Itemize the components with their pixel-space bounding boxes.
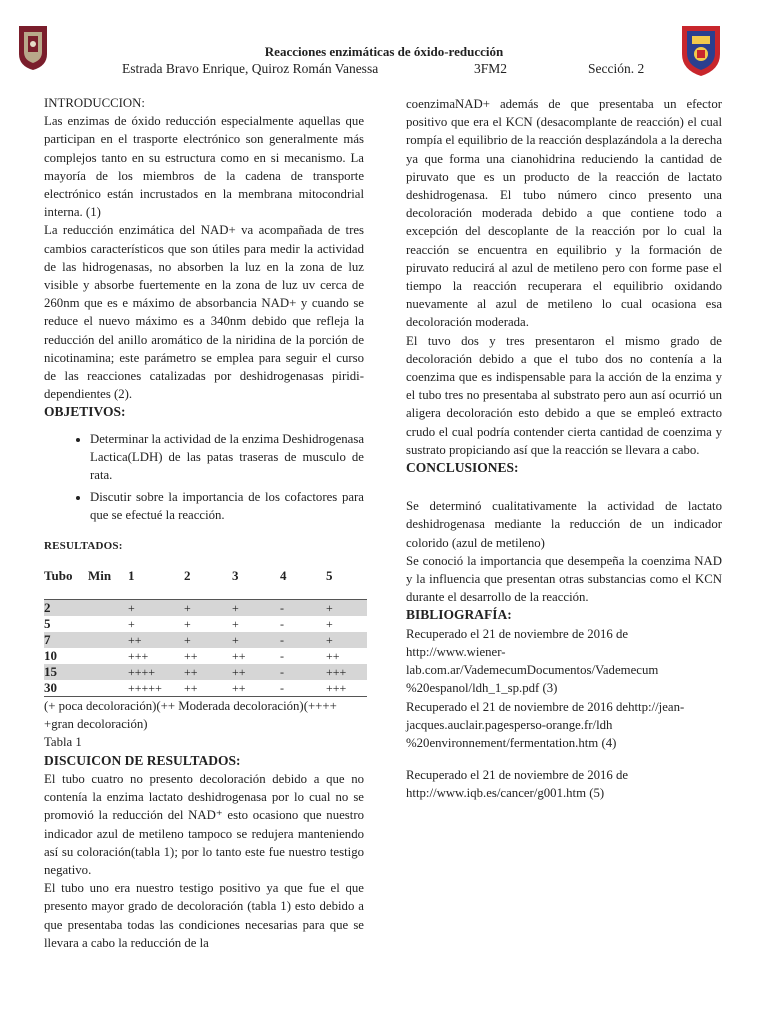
- table-header-cell: 1: [128, 564, 184, 600]
- table-cell: +: [232, 617, 239, 632]
- authors: Estrada Bravo Enrique, Quiroz Román Vanessa: [122, 61, 379, 76]
- table-header-cell: Min: [88, 564, 128, 600]
- objective-item: • Determinar la actividad de la enzima Deshidrogenasa Lactica(LDH) de las patas traseras de musculo de rata.: [90, 430, 364, 485]
- table-cell: ++: [128, 632, 184, 648]
- table-cell: ++++: [128, 664, 184, 680]
- reference-item: Recuperado el 21 de noviembre de 2016 de http://www.iqb.es/cancer/g001.htm (5): [406, 768, 629, 801]
- table-cell: [88, 632, 128, 648]
- table-cell: ++: [232, 649, 246, 664]
- table-cell: [88, 600, 128, 617]
- table-cell: +++: [326, 664, 367, 680]
- table-cell: -: [280, 617, 284, 632]
- conclusion-paragraph-2: Se conoció la importancia que desempeña la coenzima NAD y la influencia que presentan otras substancias como el KCN durante el desarrollo de la reacción.: [406, 553, 722, 605]
- table-cell: +: [184, 632, 232, 648]
- conclusion-paragraph-1: Se determinó cualitativamente la actividad de lactato deshidrogenasa mediante la reducción de un indicador colorido (azul de metileno): [406, 499, 722, 550]
- table-cell: +++: [326, 681, 347, 696]
- objective-item: • Discutir sobre la importancia de los cofactores para que se efectué la reacción.: [90, 488, 364, 524]
- table-row: [44, 648, 367, 664]
- table-caption: Tabla 1: [44, 735, 82, 750]
- table-cell: +: [184, 617, 191, 632]
- table-cell: [88, 648, 128, 664]
- table-cell: -: [280, 600, 326, 617]
- table-cell: ++: [184, 649, 198, 664]
- table-cell: +++: [128, 649, 149, 664]
- table-header-cell: 5: [326, 564, 367, 600]
- table-cell: 5: [44, 616, 51, 632]
- table-cell: -: [280, 632, 326, 648]
- table-header-cell: Tubo: [44, 564, 88, 600]
- table-row: [44, 616, 367, 632]
- table-row: [44, 600, 367, 617]
- table-cell: 15: [44, 664, 88, 680]
- right-column: [406, 95, 722, 803]
- table-header-row: [44, 564, 367, 600]
- discussion-heading: DISCUICON DE RESULTADOS:: [44, 752, 241, 768]
- table-cell: ++: [184, 681, 198, 696]
- table-row: [44, 632, 367, 648]
- table-cell: [88, 680, 128, 696]
- table-header-cell: 4: [280, 564, 326, 600]
- results-heading: RESULTADOS:: [44, 539, 123, 552]
- table-cell: ++: [232, 664, 280, 680]
- results-table: [44, 564, 367, 696]
- table-cell: 7: [44, 632, 88, 648]
- table-cell: +: [232, 632, 280, 648]
- table-cell: 30: [44, 680, 57, 696]
- objectives-list: [44, 430, 364, 525]
- table-cell: +: [128, 600, 184, 617]
- table-cell: -: [280, 664, 326, 680]
- section-label: Sección. 2: [588, 61, 645, 76]
- discussion-paragraph-1: El tubo cuatro no presento decoloración debido a que no contenía la enzima lactato deshidrogenasa por lo cual no se promovió la reducción del NAD⁺ esto ocasiono que nuestro indicador azul de metileno tampoco se redujera manteniendo así su coloración(tabla 1); por lo tanto este fue nuestro testigo negativo.: [44, 771, 364, 877]
- table-cell: +: [326, 617, 333, 632]
- discussion-paragraph-2-continued: coenzimaNAD+ además de que presentaba un efector positivo que era el KCN (desacomplante de reacción) el cual rompía el equilibrio de la reacción desplazándola a la derecha ya que forma una cianohidrina reduciendo la cantidad de piruvato que es un producto de la reacción de lactato deshidrogenasa. El tubo número cinco presento una decoloración moderada debido a que contiene todo a excepción del descoplante de la reacción por lo cual la reacción se encuentra en equilibrio y la formación de piruvato reducirá al azul de metileno pero con forme pase el tiempo la reacción recuperara el equilibrio oxidando nuevamente al azul de metileno lo cual ocasiona esa decoloración moderada.: [406, 97, 722, 330]
- intro-paragraph-2: La reducción enzimática del NAD+ va acompañada de tres cambios característicos que son útiles para medir la actividad de las hidrogenasas, no absorben la luz en la zona de luz visible y absorbe fuertemente en la zona de luz uv cerca de 260nm que es e máximo de absorbancia NAD+ y cuando se reduce el nuevo máximo es a 340nm debido que refleja la reducción del anillo aromático de la niridina de la porción de nicotinamina; este parámetro se emplea para seguir el curso de las reacciones catalizadas por deshidrogenasas piridi-dependientes (2).: [44, 223, 364, 402]
- table-legend: (+ poca decoloración)(++ Moderada decoloración)(++++ +gran decoloración): [44, 699, 337, 732]
- table-cell: [88, 616, 128, 632]
- table-cell: +: [128, 617, 135, 632]
- table-cell: ++: [184, 664, 232, 680]
- table-cell: +: [232, 600, 280, 617]
- discussion-paragraph-2: El tubo uno era nuestro testigo positivo ya que fue el que presento mayor grado de decoloración (tabla 1) esto debido a que presentaba todas las condiciones necesarias para que se llevara a cabo la reducción de la: [44, 881, 364, 950]
- table-cell: -: [280, 681, 284, 696]
- table-header-cell: 2: [184, 564, 232, 600]
- paper-title: Reacciones enzimáticas de óxido-reducción: [264, 44, 504, 59]
- table-cell: [88, 664, 128, 680]
- table-cell: +++++: [128, 681, 162, 696]
- table-cell: +: [184, 600, 232, 617]
- table-cell: +: [326, 600, 367, 617]
- table-cell: 2: [44, 600, 88, 617]
- table-cell: ++: [232, 681, 246, 696]
- group-code: 3FM2: [474, 61, 508, 76]
- reference-item: Recuperado el 21 de noviembre de 2016 dehttp://jean- jacques.auclair.pagesperso-orange.fr/ldh %20environnement/fermentation.htm (4): [406, 699, 685, 750]
- discussion-paragraph-3: El tuvo dos y tres presentaron el mismo grado de decoloración debido a que el tubo dos no contenía a la coenzima que es indispensable para la acción de la enzima y el tubo tres no presentaba al substrato pero aun así ocurrió un aligera decoloración esto debido a que se empleó extracto crudo el cual podría contender cierta cantidad de coenzima y sustrato propiciando así que la reacción se llevara a cabo.: [406, 333, 722, 457]
- reference-item: Recuperado el 21 de noviembre de 2016 de http://www.wiener- lab.com.ar/VademecumDocumentos/Vademecum %20espanol/ldh_1_sp.pdf (3): [406, 626, 659, 696]
- table-row: [44, 680, 367, 696]
- intro-paragraph-1: Las enzimas de óxido reducción especialmente aquellas que participan en el trasporte electrónico son generalmente más complejos tanto en su estructura como en si mecanismo. La mayoría de los miembros de la cadena de transporte electrónico están incrustados en la membrana mitocondrial interna. (1): [44, 114, 364, 220]
- table-cell: ++: [326, 649, 340, 664]
- table-row: [44, 664, 367, 680]
- intro-heading: INTRODUCCION:: [44, 96, 145, 110]
- left-column: [44, 94, 364, 952]
- table-header-cell: 3: [232, 564, 280, 600]
- objectives-heading: OBJETIVOS:: [44, 404, 126, 420]
- bibliography-heading: BIBLIOGRAFÍA:: [406, 607, 512, 623]
- conclusions-heading: CONCLUSIONES:: [406, 460, 519, 476]
- table-cell: +: [326, 632, 367, 648]
- table-cell: 10: [44, 648, 57, 664]
- table-cell: -: [280, 649, 284, 664]
